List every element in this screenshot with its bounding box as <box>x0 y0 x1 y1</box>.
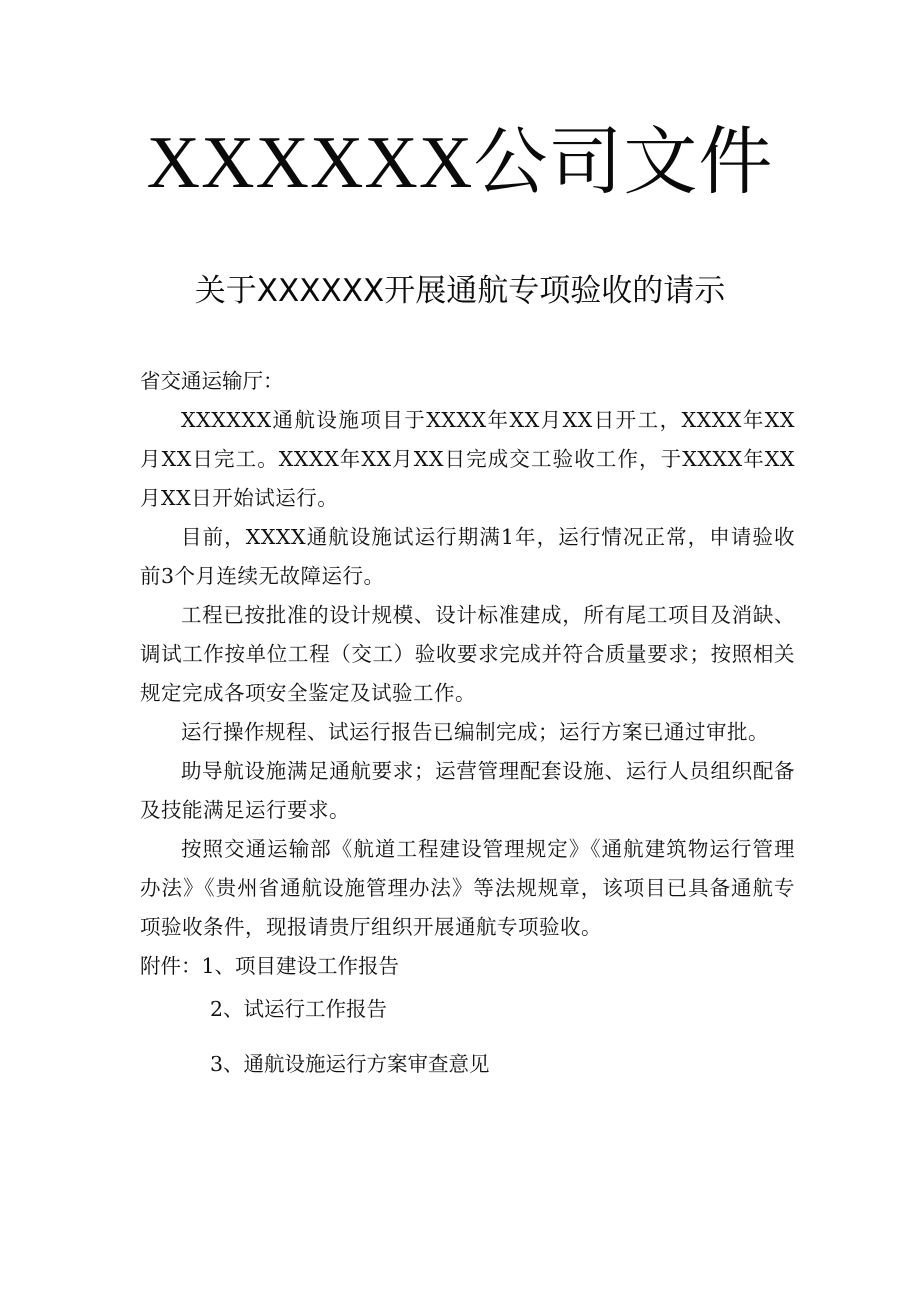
attachments-label: 附件： <box>140 954 202 978</box>
attachment-item-1: 1、项目建设工作报告 <box>201 954 400 978</box>
paragraph-5: 助导航设施满足通航要求；运营管理配套设施、运行人员组织配备及技能满足运行要求。 <box>140 759 795 822</box>
attachment-item-2: 2、试运行工作报告 <box>210 997 388 1021</box>
paragraph-6: 按照交通运输部《航道工程建设管理规定》《通航建筑物运行管理办法》《贵州省通航设施管理办法》等法规规章，该项目已具备通航专项验收条件，现报请贵厅组织开展通航专项验收。 <box>140 837 795 939</box>
attachment-item-3: 3、通航设施运行方案审查意见 <box>210 1052 490 1076</box>
paragraph-2: 目前，XXXX通航设施试运行期满1年，运行情况正常，申请验收前3个月连续无故障运行。 <box>140 525 795 588</box>
paragraph-4: 运行操作规程、试运行报告已编制完成；运行方案已通过审批。 <box>181 720 769 744</box>
document-body <box>140 362 795 1084</box>
document-header-title: XXXXXX公司文件 <box>146 122 774 204</box>
paragraph-3: 工程已按批准的设计规模、设计标准建成，所有尾工项目及消缺、调试工作按单位工程（交工）验收要求完成并符合质量要求；按照相关规定完成各项安全鉴定及试验工作。 <box>140 603 795 705</box>
attachments-first-line <box>140 947 795 986</box>
salutation: 省交通运输厅： <box>140 369 284 393</box>
paragraph-1: XXXXXX通航设施项目于XXXX年XX月XX日开工，XXXX年XX月XX日完工。XXXX年XX月XX日完成交工验收工作，于XXXX年XX月XX日开始试运行。 <box>140 408 795 510</box>
document-subject: 关于XXXXXX开展通航专项验收的请示 <box>194 273 726 309</box>
